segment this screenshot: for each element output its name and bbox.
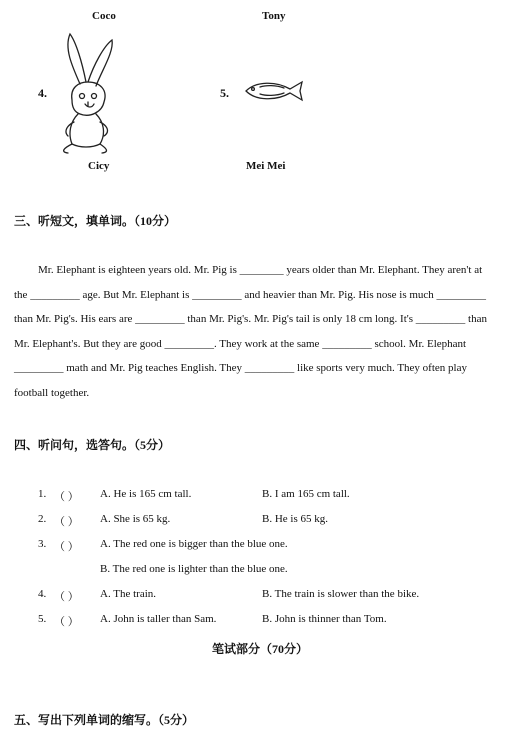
option-b: B. John is thinner than Tom. <box>262 613 387 625</box>
answer-blank: （ ） <box>54 516 79 528</box>
item-number-5: 5. <box>220 86 229 100</box>
passage-line: football together. <box>14 386 90 399</box>
fish-icon <box>242 78 306 104</box>
option-b: B. He is 65 kg. <box>262 513 328 525</box>
passage-line: _________ math and Mr. Pig teaches English. They _________ like sports very much. They often play <box>14 362 467 374</box>
question-number: 1. <box>38 488 47 500</box>
option-b: B. I am 165 cm tall. <box>262 488 350 500</box>
written-part-heading: 笔试部分（70分） <box>212 642 309 656</box>
answer-blank: （ ） <box>54 541 79 553</box>
rabbit-icon <box>50 26 120 156</box>
answer-blank: （ ） <box>54 491 79 503</box>
option-b: B. The train is slower than the bike. <box>262 588 420 600</box>
question-number: 2. <box>38 513 47 525</box>
item-number-4: 4. <box>38 86 47 100</box>
option-a: A. John is taller than Sam. <box>100 613 217 625</box>
passage-line: the _________ age. But Mr. Elephant is _________ and heavier than Mr. Pig. His nose is much _________ <box>14 288 487 301</box>
question-number: 4. <box>38 588 47 600</box>
section-3-title: 三、听短文，填单词。（10分） <box>14 214 177 228</box>
passage <box>14 258 500 405</box>
name-coco: Coco <box>92 10 116 22</box>
option-a: A. She is 65 kg. <box>100 513 171 525</box>
question-number: 3. <box>38 538 47 550</box>
name-cicy: Cicy <box>88 160 110 172</box>
option-a: A. He is 165 cm tall. <box>100 488 192 500</box>
section-4-title: 四、听问句，选答句。（5分） <box>14 438 171 452</box>
answer-blank: （ ） <box>54 616 79 628</box>
passage-line: than Mr. Pig's. His ears are _________ than Mr. Pig's. Mr. Pig's tail is only 18 cm long. It's _________ than <box>14 313 487 325</box>
passage-line: Mr. Elephant's. But they are good _________. They work at the same _________ school. Mr. Elephant <box>14 337 467 350</box>
section-5-title: 五、写出下列单词的缩写。（5分） <box>14 713 195 727</box>
question-number: 5. <box>38 613 47 625</box>
option-a: A. The red one is bigger than the blue one. <box>100 538 288 550</box>
option-a: A. The train. <box>100 588 157 600</box>
name-tony: Tony <box>262 10 286 22</box>
option-b: B. The red one is lighter than the blue one. <box>100 563 288 575</box>
passage-line: Mr. Elephant is eighteen years old. Mr. Pig is ________ years older than Mr. Elephant. They aren't at <box>38 264 483 276</box>
answer-blank: （ ） <box>54 591 79 603</box>
name-mei-mei: Mei Mei <box>246 160 286 172</box>
